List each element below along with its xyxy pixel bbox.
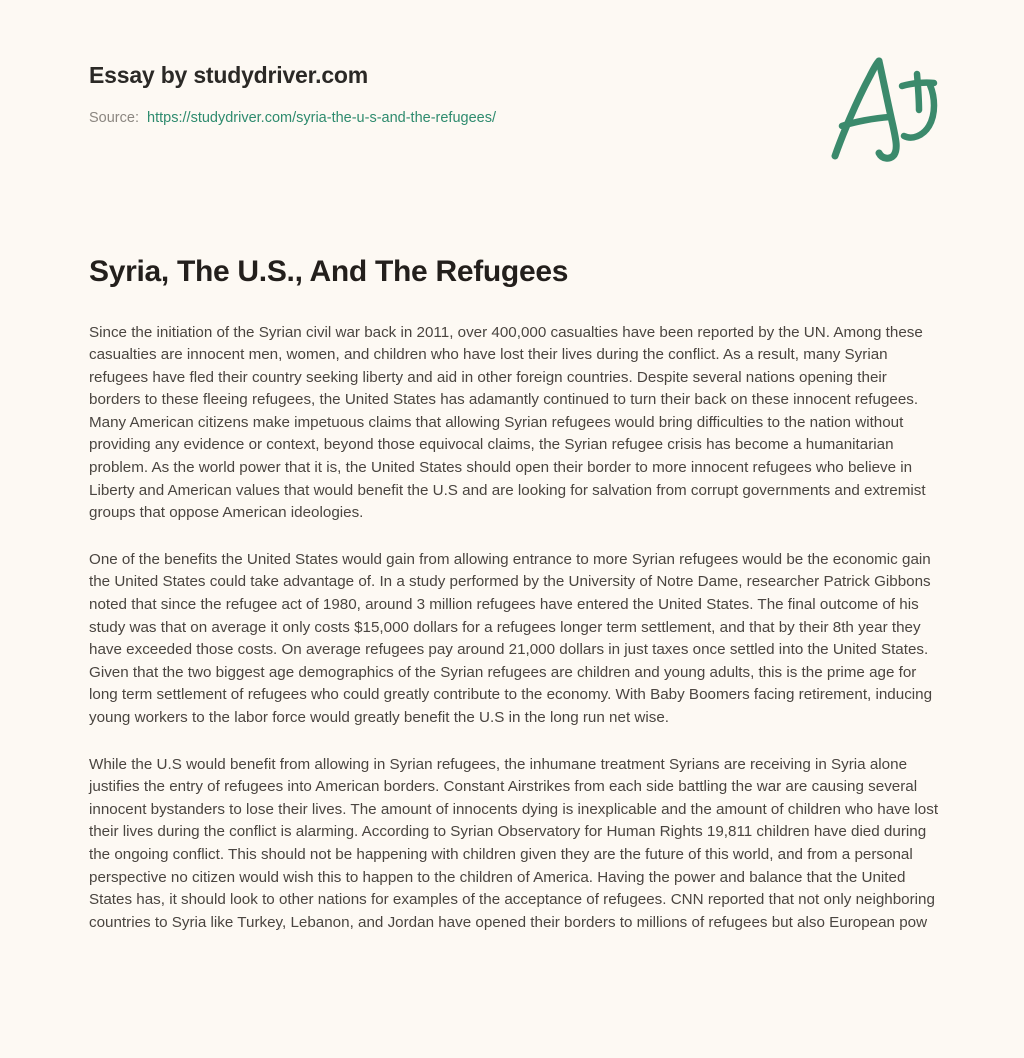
- paragraph: One of the benefits the United States would gain from allowing entrance to more Syrian refugees would be the economic gain the United States could take advantage of. In a study performed by the University of Notre Dame, researcher Patrick Gibbons noted that since the refugee act of 1980, around 3 million refugees have entered the United States. The final outcome of his study was that on average it only costs $15,000 dollars for a refugees longer term settlement, and that by their 8th year they have exceeded those costs. On average refugees pay around 21,000 dollars in just taxes once settled into the United States. Given that the two biggest age demographics of the Syrian refugees are children and young adults, this is the prime age for long term settlement of refugees who could greatly contribute to the economy. With Baby Boomers facing retirement, inducing young workers to the labor force would greatly benefit the U.S in the long run net wise.: [89, 550, 933, 726]
- source-line: [89, 109, 940, 128]
- brand-title: Essay by studydriver.com: [89, 62, 369, 88]
- article: [0, 180, 1024, 934]
- document-header: [0, 0, 1024, 180]
- paragraph: While the U.S would benefit from allowing in Syrian refugees, the inhumane treatment Syrians are receiving in Syria alone justifies the entry of refugees into American borders. Constant Airstrikes from each side battling the war are causing several innocent bystanders to lose their lives. The amount of innocents dying is inexplicable and the amount of children who have lost their lives during the conflict is alarming. According to Syrian Observatory for Human Rights 19,811 children have died during the ongoing conflict. This should not be happening with children given they are the future of this world, and from a personal perspective no citizen would wish this to happen to the children of America. Having the power and balance that the United States has, it should look to other nations for examples of the acceptance of refugees. CNN reported that not only neighboring countries to Syria like Turkey, Lebanon, and Jordan have opened their borders to millions of refugees but also European pow: [89, 755, 939, 931]
- paragraph: Since the initiation of the Syrian civil war back in 2011, over 400,000 casualties have been reported by the UN. Among these casualties are innocent men, women, and children who have lost their lives during the conflict. As a result, many Syrian refugees have fled their country seeking liberty and aid in other foreign countries. Despite several nations opening their borders to these fleeing refugees, the United States has adamantly continued to turn their back on these innocent refugees. Many American citizens make impetuous claims that allowing Syrian refugees would bring difficulties to the nation without providing any evidence or context, beyond those equivocal claims, the Syrian refugee crisis has become a humanitarian problem. As the world power that it is, the United States should open their border to more innocent refugees who believe in Liberty and American values that would benefit the U.S and are looking for salvation from corrupt governments and extremist groups that oppose American ideologies.: [89, 323, 926, 522]
- page-title: Syria, The U.S., And The Refugees: [89, 255, 569, 288]
- a-plus-logo[interactable]: [822, 52, 940, 164]
- source-url-link[interactable]: https://studydriver.com/syria-the-u-s-and-the-refugees/: [147, 109, 496, 126]
- a-plus-logo-icon: [822, 52, 940, 164]
- article-body: [89, 322, 940, 935]
- source-label: Source:: [89, 109, 139, 126]
